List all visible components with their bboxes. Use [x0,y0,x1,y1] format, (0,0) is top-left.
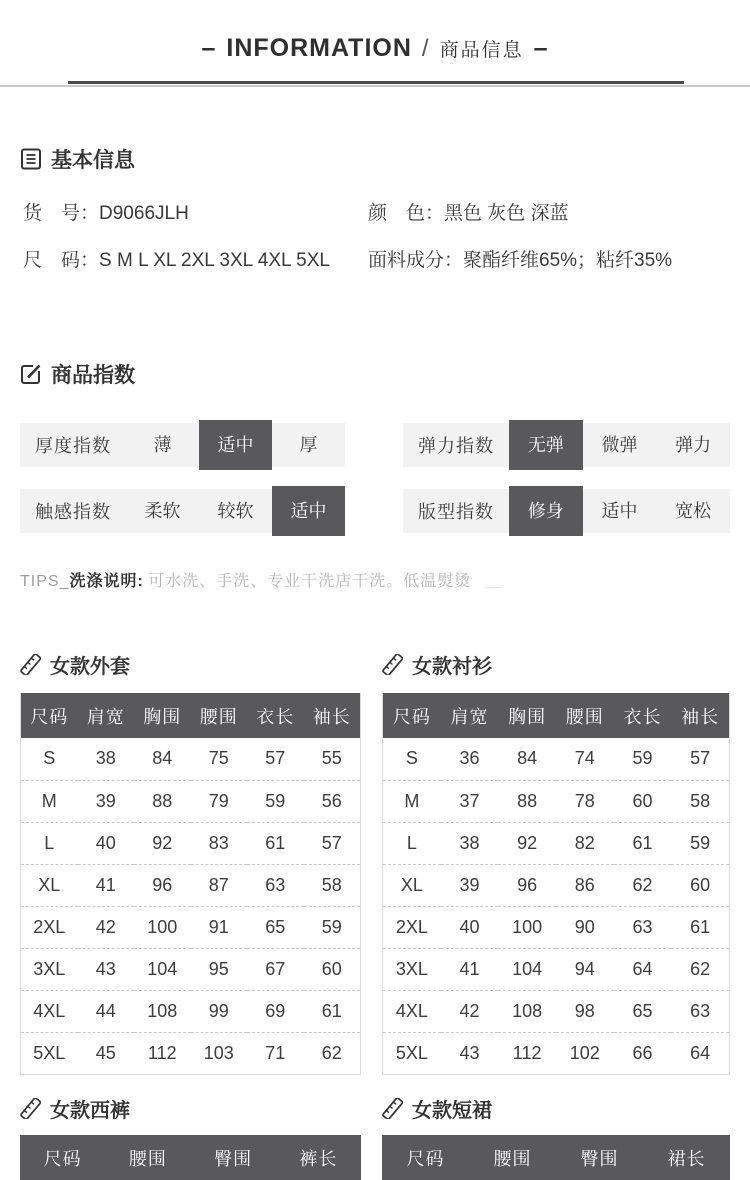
size-cell: 40 [78,822,135,864]
size-cell: 65 [614,990,672,1032]
table-row [383,780,729,822]
size-cell: 74 [556,738,614,780]
coat-size-block [20,649,361,1075]
size-cell: S [21,738,78,780]
index-row-touch [20,489,345,533]
skirt-size-block [382,1093,730,1180]
title-zh: 商品信息 [439,40,524,61]
index-option: 薄 [153,435,172,455]
tips-text: 可水洗、手洗、专业干洗店干洗。低温熨烫 [148,573,472,590]
table-header-row [20,1135,361,1180]
size-cell: 38 [78,738,135,780]
title-separator: / [421,35,430,62]
size-cell: 38 [441,822,499,864]
size-tables [20,649,730,1075]
basic-info-title [20,144,730,174]
size-cell: 87 [191,864,248,906]
title-en: INFORMATION [226,34,412,62]
size-cell: 86 [556,864,614,906]
size-cell: 88 [134,780,191,822]
field-value: 黑色 灰色 深蓝 [444,203,569,224]
size-cell: 41 [78,864,135,906]
size-cell: 5XL [33,1042,66,1063]
size-cell: 65 [247,906,304,948]
index-option: 弹力 [675,435,712,455]
size-cell: M [383,780,441,822]
size-cell: 39 [78,780,135,822]
size-cell: 112 [512,1042,542,1063]
column-header: 腰围 [556,693,614,738]
size-cell: L [383,822,441,864]
size-cell: 3XL [383,948,441,990]
size-cell: 108 [498,990,556,1032]
product-index-section [20,359,730,533]
size-cell: 5XL [395,1042,428,1063]
size-cell: 43 [78,948,135,990]
column-header: 胸围 [498,693,556,738]
column-header: 肩宽 [441,693,499,738]
trousers-table [20,1135,361,1180]
size-cell: 56 [304,780,361,822]
size-cell: 59 [671,822,729,864]
size-cell: 75 [191,738,248,780]
size-cell: 37 [441,780,499,822]
size-cell: 57 [304,822,361,864]
size-cell: 100 [134,906,191,948]
skirt-table [382,1135,730,1180]
table-row [21,1032,360,1074]
shirt-title [382,649,730,679]
size-cell: 63 [671,990,729,1032]
index-option: 适中 [601,501,638,521]
size-cell: 104 [134,948,191,990]
table-row [383,822,729,864]
column-header: 衣长 [614,693,672,738]
field-label: 尺 码： [23,250,100,271]
index-row-label: 弹力指数 [418,436,494,456]
table-row [383,990,729,1032]
size-cell: 92 [498,822,556,864]
size-cell: 99 [191,990,248,1032]
size-cell: 2XL [21,906,78,948]
size-cell: 71 [265,1042,286,1063]
coat-title [20,649,361,679]
size-cell: 4XL [383,990,441,1032]
index-row-thickness [20,423,345,467]
size-cell: 39 [441,864,499,906]
column-header: 尺码 [383,693,441,738]
index-row-label: 触感指数 [35,502,111,522]
index-option-selected: 无弹 [509,420,583,470]
column-header: 腰围 [105,1135,190,1180]
size-cell: 2XL [383,906,441,948]
size-cell: 103 [203,1042,234,1063]
size-cell: 64 [690,1042,711,1063]
size-cell: XL [21,864,78,906]
table-header-row [383,693,729,738]
trousers-size-block [20,1093,361,1180]
column-header: 臀围 [556,1135,643,1180]
size-cell: L [21,822,78,864]
column-header: 尺码 [382,1135,469,1180]
size-cell: 42 [78,906,135,948]
page-title [0,34,750,63]
coat-title-text: 女款外套 [50,655,130,678]
size-cell: 60 [671,864,729,906]
column-header: 臀围 [191,1135,276,1180]
index-option: 较软 [217,501,254,521]
size-cell: 61 [614,822,672,864]
size-cell: 58 [304,864,361,906]
size-cell: 96 [134,864,191,906]
size-cell: 108 [134,990,191,1032]
size-cell: 90 [556,906,614,948]
size-cell: 62 [321,1042,342,1063]
index-option: 微弹 [601,435,638,455]
field-fabric [365,249,730,273]
table-row [383,864,729,906]
size-cell: 62 [671,948,729,990]
size-cell: 59 [614,738,672,780]
size-cell: 69 [247,990,304,1032]
size-cell: 61 [247,822,304,864]
title-dash-right: – [533,34,549,62]
field-size [20,249,365,273]
product-index-title-text: 商品指数 [51,364,135,387]
skirt-title-text: 女款短裙 [412,1099,492,1122]
header-divider-light [0,85,750,87]
title-dash-left: – [201,34,217,62]
column-header: 衣长 [247,693,304,738]
basic-info-title-text: 基本信息 [51,149,135,172]
ruler-icon [20,654,41,675]
shirt-size-block [382,649,730,1075]
size-cell: 92 [134,822,191,864]
field-item-no [20,202,365,226]
size-cell: 79 [191,780,248,822]
index-option-selected: 适中 [272,486,345,536]
size-cell: 42 [441,990,499,1032]
size-cell: 45 [95,1042,116,1063]
table-header-row [21,693,360,738]
size-cell: 61 [671,906,729,948]
header-divider-dark [68,81,684,84]
ruler-icon [382,1098,403,1119]
table-row [383,906,729,948]
edit-icon [20,363,42,385]
size-cell: 36 [441,738,499,780]
size-cell: 96 [498,864,556,906]
index-option: 宽松 [675,501,712,521]
column-header: 裤长 [276,1135,361,1180]
size-cell: 55 [304,738,361,780]
skirt-title [382,1093,730,1123]
table-row [383,738,729,780]
washing-tips [20,571,730,593]
ruler-icon [382,654,403,675]
size-cell: 78 [556,780,614,822]
index-row-fit [403,489,730,533]
size-cell: 84 [498,738,556,780]
tips-prefix: TIPS_ [20,573,70,590]
product-index-title [20,359,730,389]
index-row-label: 版型指数 [418,502,494,522]
column-header: 肩宽 [78,693,135,738]
index-option: 柔软 [144,501,181,521]
field-label: 货 号： [23,203,100,224]
size-cell: 40 [441,906,499,948]
size-cell: 95 [191,948,248,990]
size-cell: 57 [671,738,729,780]
size-cell: 3XL [21,948,78,990]
size-cell: 102 [569,1042,600,1063]
size-cell: 61 [304,990,361,1032]
size-cell: 62 [614,864,672,906]
size-cell: 67 [247,948,304,990]
shirt-table [382,693,730,1075]
field-value: S M L XL 2XL 3XL 4XL 5XL [99,250,330,271]
index-row-elasticity [403,423,730,467]
column-header: 袖长 [304,693,361,738]
size-cell: 64 [614,948,672,990]
size-cell: 112 [147,1042,177,1063]
field-value: 聚酯纤维65%；粘纤35% [463,250,673,271]
field-label: 颜 色： [368,203,445,224]
index-option-selected: 适中 [199,420,272,470]
size-cell: 63 [614,906,672,948]
column-header: 腰围 [469,1135,556,1180]
column-header: 胸围 [134,693,191,738]
size-cell: 4XL [21,990,78,1032]
size-cell: 98 [556,990,614,1032]
size-cell: 43 [459,1042,480,1063]
coat-table [20,693,361,1075]
index-option: 厚 [299,435,318,455]
size-cell: 60 [304,948,361,990]
document-icon [20,148,42,170]
field-color [365,202,730,226]
table-row [21,864,360,906]
column-header: 尺码 [21,693,78,738]
size-cell: 58 [671,780,729,822]
size-cell: 100 [498,906,556,948]
page-header [0,0,750,88]
size-cell: 59 [247,780,304,822]
field-label: 面料成分： [368,250,464,271]
bottom-size-tables [20,1093,730,1180]
column-header: 尺码 [20,1135,105,1180]
table-row [21,906,360,948]
size-cell: 82 [556,822,614,864]
size-cell: 94 [556,948,614,990]
table-header-row [382,1135,730,1180]
column-header: 腰围 [191,693,248,738]
table-row [21,990,360,1032]
column-header: 裙长 [643,1135,730,1180]
size-cell: 83 [191,822,248,864]
trousers-title [20,1093,361,1123]
product-index-grid [20,423,730,533]
size-cell: 57 [247,738,304,780]
size-cell: 63 [247,864,304,906]
table-row [21,822,360,864]
column-header: 袖长 [671,693,729,738]
basic-info-grid [20,202,730,273]
size-cell: 44 [78,990,135,1032]
table-row [21,780,360,822]
size-cell: M [21,780,78,822]
field-value: D9066JLH [99,203,189,224]
size-cell: 84 [134,738,191,780]
header-divider [0,81,750,88]
ruler-icon [20,1098,41,1119]
trousers-title-text: 女款西裤 [50,1099,130,1122]
table-row [21,948,360,990]
size-cell: 104 [498,948,556,990]
size-cell: 66 [632,1042,653,1063]
size-cell: 88 [498,780,556,822]
size-cell: S [383,738,441,780]
size-cell: 41 [441,948,499,990]
size-cell: XL [383,864,441,906]
size-cell: 60 [614,780,672,822]
tips-trailing: ＿ [485,573,502,590]
shirt-title-text: 女款衬衫 [412,655,492,678]
tips-label: 洗涤说明: [69,573,144,590]
table-row [383,948,729,990]
size-cell: 59 [304,906,361,948]
table-row [383,1032,729,1074]
basic-info-section [20,144,730,273]
size-cell: 91 [191,906,248,948]
index-row-label: 厚度指数 [35,436,111,456]
table-row [21,738,360,780]
index-option-selected: 修身 [509,486,583,536]
